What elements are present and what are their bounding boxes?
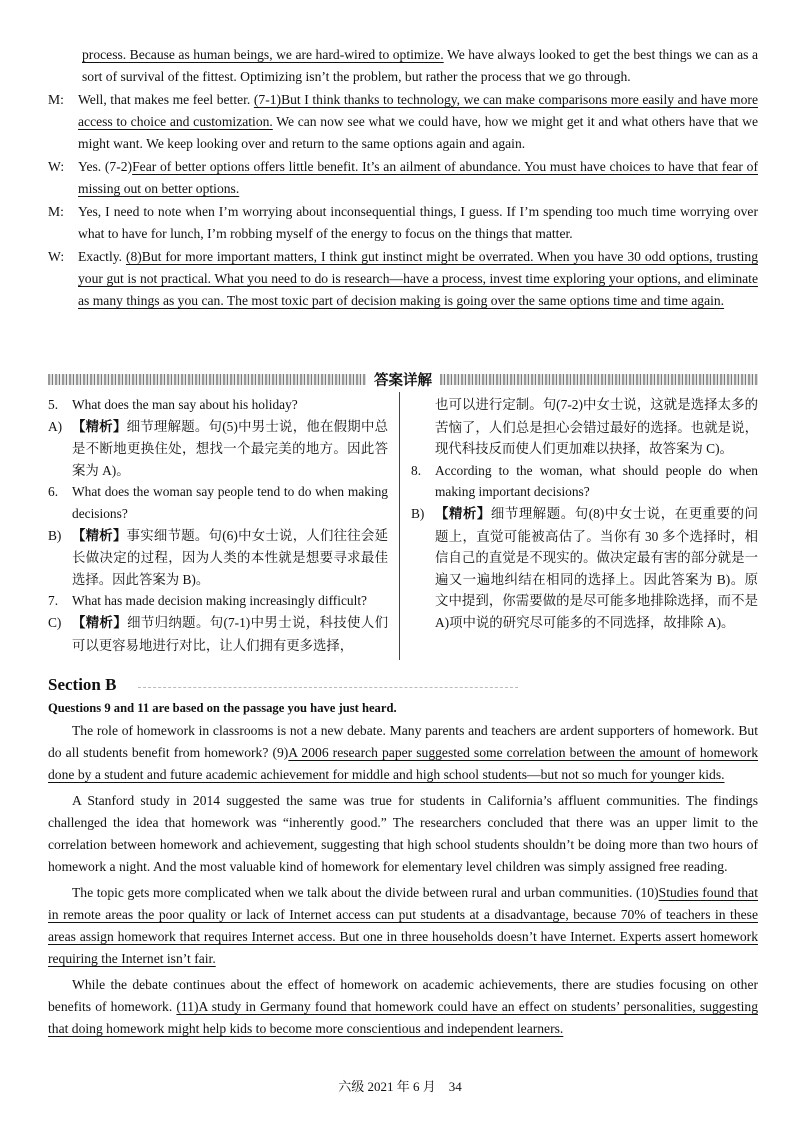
speaker-label: W: xyxy=(48,159,65,174)
transcript-turn xyxy=(48,201,758,245)
question-text: What does the man say about his holiday? xyxy=(72,397,298,412)
passage-paragraph xyxy=(48,790,758,878)
answer-explanation xyxy=(48,612,388,656)
answer-explanation xyxy=(48,416,388,482)
underlined-text: A 2006 research paper suggested some correlation between the amount of homework done by a student and future academic achievement for middle and high school students—but not so much for younger kids. xyxy=(48,745,758,782)
passage xyxy=(48,720,758,1044)
transcript-turn xyxy=(48,89,758,155)
section-b-header xyxy=(48,675,758,699)
answer-choice xyxy=(411,394,435,460)
question-text: What has made decision making increasingly difficult? xyxy=(72,593,367,609)
answer-choice: A) xyxy=(48,418,63,434)
analysis-tag: 【精析】 xyxy=(72,528,127,544)
explanation-body xyxy=(435,503,758,634)
answers-heading: 答案详解 xyxy=(366,369,440,390)
question xyxy=(48,394,388,416)
utterance-text: We can now see what we could have, how we might get it and what others have that we might want. We keep looking over and return to the same options again and again. xyxy=(78,114,759,151)
utterance-text: Yes. (7-2) xyxy=(78,159,133,174)
answer-choice: C) xyxy=(48,614,62,630)
answers-divider xyxy=(48,371,758,389)
answer-item xyxy=(411,394,758,460)
transcript-turn xyxy=(48,246,758,312)
speaker-label: W: xyxy=(48,249,65,264)
question-text: According to the woman, what should people do when making important decisions? xyxy=(435,462,758,500)
answers-right-column xyxy=(411,394,758,634)
answer-explanation xyxy=(411,394,758,460)
question-number: 5. xyxy=(48,397,59,412)
answer-explanation xyxy=(411,503,758,634)
explanation-body xyxy=(72,416,388,482)
utterance xyxy=(78,246,758,312)
underlined-text: (8)But for more important matters, I think gut instinct might be overrated. When you have 30 odd options, trusting your gut is not practical. What you need to do is research—have a process, invest time exploring your options, and eliminate as many things as you can. The most toxic part of decision making is going over the same options time and time again. xyxy=(78,249,758,308)
answer-explanation xyxy=(48,525,388,591)
column-divider xyxy=(399,392,400,660)
answer-item xyxy=(48,394,388,481)
analysis-tag: 【精析】 xyxy=(72,615,128,631)
answer-choice: B) xyxy=(411,505,425,521)
utterance xyxy=(78,89,758,155)
answer-choice: B) xyxy=(48,527,62,543)
explanation-text: 细节理解题。句(5)中男士说，他在假期中总是不断地更换住处，想找一个最完美的地方。因此答案为 A)。 xyxy=(72,418,388,478)
passage-text: A Stanford study in 2014 suggested the same was true for students in California’s affluent communities. The findings challenged the idea that homework was “inherently good.” The researchers concluded that there was an upper limit to the correlation between homework and achievement, suggesting that high school students shouldn’t be doing more than two hours of homework a night. And the most valuable kind of homework for elementary level children was simply assigned free reading. xyxy=(48,793,758,874)
question xyxy=(48,481,388,524)
section-instruction: Questions 9 and 11 are based on the passage you have just heard. xyxy=(48,701,397,715)
utterance-text: Yes, I need to note when I’m worrying about inconsequential things, I guess. If I’m spending too much time worrying over what to have for lunch, I’m robbing myself of the energy to focus on the things that matter. xyxy=(78,204,758,241)
transcript-turn xyxy=(48,156,758,200)
section-title: Section B xyxy=(48,675,122,694)
utterance xyxy=(78,201,758,245)
transcript-continuation xyxy=(48,44,758,88)
transcript-turns xyxy=(48,89,758,312)
passage-text: The role of homework in classrooms is not a new debate. Many parents and teachers are ardent supporters of homework. But do all students benefit from homework? (9) xyxy=(48,723,758,760)
utterance-text: Well, that makes me feel better. xyxy=(78,92,254,107)
explanation-body xyxy=(72,612,388,656)
answer-item xyxy=(411,460,758,634)
question-number: 6. xyxy=(48,484,59,500)
underlined-text: Studies found that in remote areas the poor quality or lack of Internet access can put students at a disadvantage, because 70% of teachers in these areas assign homework that requires Internet access. But one in three households doesn’t have Internet. Experts assert homework requiring the Internet isn’t fair. xyxy=(48,885,758,966)
question xyxy=(48,590,388,612)
passage-paragraph xyxy=(48,720,758,786)
question-text: What does the woman say people tend to do when making decisions? xyxy=(72,484,388,521)
explanation-text: 细节归纳题。句(7-1)中男士说，科技使人们可以更容易地进行对比，让人们拥有更多选择， xyxy=(72,614,388,653)
question-number: 7. xyxy=(48,593,59,609)
passage-text: The topic gets more complicated when we talk about the divide between rural and urban communities. (10) xyxy=(72,885,659,900)
explanation-text: 也可以进行定制。句(7-2)中女士说，这就是选择太多的苦恼了，人们总是担心会错过最好的选择。也就是说，现代科技反而使人们更加难以抉择，故答案为 C)。 xyxy=(435,397,758,457)
analysis-tag: 【精析】 xyxy=(72,419,127,435)
explanation-text: 事实细节题。句(6)中女士说，人们往往会延长做决定的过程，因为人类的本性就是想要寻求最佳选择。因此答案为 B)。 xyxy=(72,527,388,587)
divider-bar-right xyxy=(440,374,758,385)
passage-paragraph xyxy=(48,974,758,1040)
explanation-body xyxy=(72,525,388,591)
explanation-text: 细节理解题。句(8)中女士说，在更重要的问题上，直觉可能被高估了。当你有 30 多个选择时，相信自己的直觉是不现实的。做决定最有害的部分就是一遍又一遍地纠结在相同的选择上。因此答案为 B)。原文中提到，你需要做的是尽可能多地排除选择，而不是 A)项中说的研究尽可能多的不同选择，故排除 A)。 xyxy=(435,505,758,630)
utterance-text: Exactly. xyxy=(78,249,126,264)
answer-item xyxy=(48,481,388,590)
underlined-text: (7-1)But I think thanks to technology, we can make comparisons more easily and have more access to choice and customization. xyxy=(78,92,758,129)
underlined-text: process. Because as human beings, we are hard-wired to optimize. xyxy=(82,47,444,62)
passage-paragraph xyxy=(48,882,758,970)
speaker-label: M: xyxy=(48,92,64,107)
explanation-body xyxy=(435,394,758,460)
question-number: 8. xyxy=(411,462,422,478)
section-rule xyxy=(138,687,518,688)
underlined-text: Fear of better options offers little benefit. It’s an ailment of abundance. You must have choices to have that fear of missing out on better options. xyxy=(78,159,758,196)
speaker-label: M: xyxy=(48,204,64,219)
answers-left-column xyxy=(48,394,388,656)
utterance xyxy=(78,156,758,200)
analysis-tag: 【精析】 xyxy=(435,506,491,522)
answer-item xyxy=(48,590,388,656)
question xyxy=(411,460,758,503)
divider-bar-left xyxy=(48,374,366,385)
transcript-text: We have always looked to get the best things we can as a sort of survival of the fittest. Optimizing isn’t the problem, but rather the process that we go through. xyxy=(82,47,759,84)
transcript-block xyxy=(48,44,758,312)
passage-text: While the debate continues about the effect of homework on academic achievements, there are studies focusing on other benefits of homework. xyxy=(48,977,758,1014)
page-footer: 六级 2021 年 6 月 34 xyxy=(338,1079,462,1094)
underlined-text: (11)A study in Germany found that homework could have an effect on students’ personalities, suggesting that doing homework might help kids to become more conscientious and independent learners. xyxy=(48,999,759,1036)
